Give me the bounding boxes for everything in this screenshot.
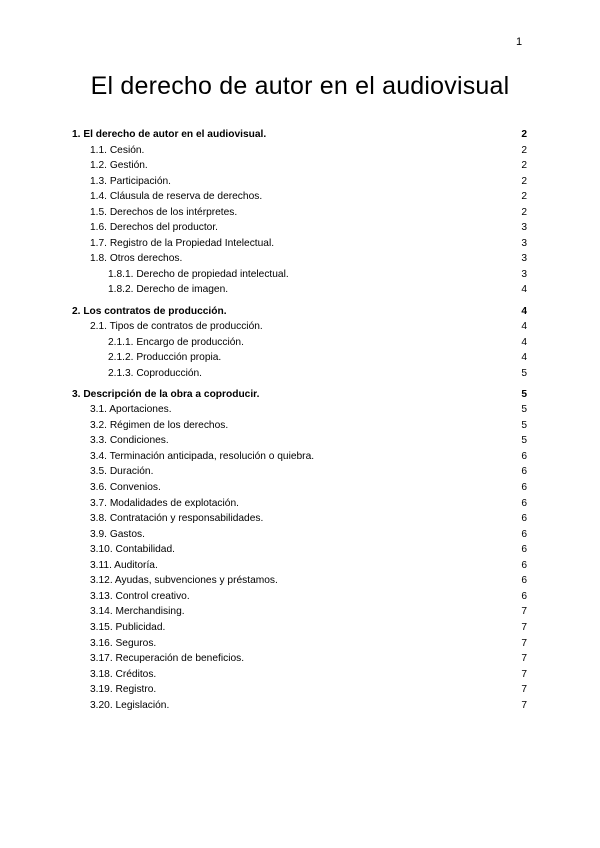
toc-subsection-entry[interactable] — [72, 698, 527, 714]
toc-entry-page-number: 6 — [521, 559, 527, 571]
toc-entry-page-number: 7 — [521, 684, 527, 696]
toc-entry-page-number: 2 — [521, 129, 527, 140]
toc-entry-page-number: 3 — [521, 237, 527, 249]
toc-entry-label: 3.3. Condiciones. — [90, 435, 169, 447]
document-title: El derecho de autor en el audiovisual — [90, 72, 510, 100]
toc-subsection-entry[interactable] — [72, 449, 527, 465]
toc-subsubsection-entry[interactable] — [72, 335, 527, 351]
toc-subsection-entry[interactable] — [72, 511, 527, 527]
toc-subsection-entry[interactable] — [72, 158, 527, 174]
toc-entry-label: 3. Descripción de la obra a coproducir. — [72, 388, 260, 400]
toc-entry-label: 3.5. Duración. — [90, 466, 154, 478]
toc-subsection-entry[interactable] — [72, 205, 527, 221]
toc-subsection-entry[interactable] — [72, 527, 527, 543]
toc-entry-page-number: 4 — [521, 305, 527, 317]
toc-subsection-entry[interactable] — [72, 651, 527, 667]
toc-subsubsection-entry[interactable] — [72, 282, 527, 298]
toc-entry-page-number: 4 — [521, 336, 527, 348]
toc-entry-page-number: 6 — [521, 513, 527, 525]
toc-entry-page-number: 7 — [521, 621, 527, 633]
toc-entry-label: 2.1.1. Encargo de producción. — [108, 336, 244, 348]
toc-entry-page-number: 6 — [521, 528, 527, 540]
toc-entry-page-number: 5 — [521, 404, 527, 416]
toc-entry-page-number: 2 — [521, 191, 527, 203]
toc-entry-label: 3.7. Modalidades de explotación. — [90, 497, 239, 509]
toc-subsection-entry[interactable] — [72, 189, 527, 205]
toc-entry-page-number: 7 — [521, 637, 527, 649]
toc-subsection-entry[interactable] — [72, 174, 527, 190]
toc-entry-label: 3.18. Créditos. — [90, 668, 157, 680]
toc-entry-label: 1. El derecho de autor en el audiovisual. — [72, 129, 267, 140]
toc-entry-page-number: 6 — [521, 482, 527, 494]
toc-subsection-entry[interactable] — [72, 251, 527, 267]
toc-entry-label: 3.17. Recuperación de beneficios. — [90, 653, 245, 665]
toc-entry-page-number: 6 — [521, 450, 527, 462]
toc-entry-page-number: 3 — [521, 222, 527, 234]
toc-subsection-entry[interactable] — [72, 573, 527, 589]
toc-subsection-entry[interactable] — [72, 496, 527, 512]
toc-subsection-entry[interactable] — [72, 542, 527, 558]
toc-entry-page-number: 2 — [521, 144, 527, 156]
toc-subsubsection-entry[interactable] — [72, 267, 527, 283]
toc-entry-label: 1.7. Registro de la Propiedad Intelectual. — [90, 237, 275, 249]
toc-section-entry[interactable] — [72, 387, 527, 403]
toc-subsubsection-entry[interactable] — [72, 350, 527, 366]
toc-entry-page-number: 7 — [521, 699, 527, 711]
toc-entry-label: 1.2. Gestión. — [90, 160, 148, 172]
toc-entry-label: 3.12. Ayudas, subvenciones y préstamos. — [90, 575, 278, 587]
toc-entry-label: 1.8.1. Derecho de propiedad intelectual. — [108, 268, 289, 280]
toc-entry-label: 2.1. Tipos de contratos de producción. — [90, 321, 263, 333]
toc-subsection-entry[interactable] — [72, 402, 527, 418]
toc-section-entry[interactable] — [72, 127, 527, 143]
toc-entry-label: 3.4. Terminación anticipada, resolución o quiebra. — [90, 450, 315, 462]
toc-entry-label: 1.6. Derechos del productor. — [90, 222, 218, 234]
toc-subsection-entry[interactable] — [72, 620, 527, 636]
toc-subsection-entry[interactable] — [72, 418, 527, 434]
toc-entry-label: 2.1.2. Producción propia. — [108, 352, 222, 364]
toc-subsection-entry[interactable] — [72, 236, 527, 252]
toc-subsection-entry[interactable] — [72, 636, 527, 652]
toc-entry-label: 1.5. Derechos de los intérpretes. — [90, 206, 238, 218]
toc-entry-page-number: 2 — [521, 206, 527, 218]
toc-entry-page-number: 5 — [521, 435, 527, 447]
toc-entry-label: 1.1. Cesión. — [90, 144, 145, 156]
toc-entry-label: 3.14. Merchandising. — [90, 606, 185, 618]
toc-entry-label: 3.15. Publicidad. — [90, 621, 166, 633]
toc-entry-page-number: 6 — [521, 497, 527, 509]
toc-entry-label: 2.1.3. Coproducción. — [108, 367, 203, 379]
toc-entry-label: 3.19. Registro. — [90, 684, 157, 696]
page-number: 1 — [516, 36, 523, 48]
toc-entry-page-number: 5 — [521, 419, 527, 431]
toc-entry-page-number: 3 — [521, 253, 527, 265]
toc-entry-page-number: 4 — [521, 352, 527, 364]
toc-subsection-entry[interactable] — [72, 220, 527, 236]
toc-entry-page-number: 6 — [521, 466, 527, 478]
toc-subsection-entry[interactable] — [72, 143, 527, 159]
toc-entry-label: 3.2. Régimen de los derechos. — [90, 419, 229, 431]
toc-entry-page-number: 6 — [521, 575, 527, 587]
toc-entry-label: 3.11. Auditoría. — [90, 559, 158, 571]
toc-entry-page-number: 4 — [521, 321, 527, 333]
toc-entry-label: 3.1. Aportaciones. — [90, 404, 172, 416]
toc-section-entry[interactable] — [72, 304, 527, 320]
toc-subsection-entry[interactable] — [72, 558, 527, 574]
toc-entry-label: 2. Los contratos de producción. — [72, 305, 227, 317]
toc-subsection-entry[interactable] — [72, 682, 527, 698]
toc-subsection-entry[interactable] — [72, 464, 527, 480]
toc-entry-label: 1.8.2. Derecho de imagen. — [108, 284, 229, 296]
toc-entry-label: 3.20. Legislación. — [90, 699, 170, 711]
toc-entry-label: 3.6. Convenios. — [90, 482, 161, 494]
toc-entry-label: 1.3. Participación. — [90, 175, 171, 187]
toc-subsection-entry[interactable] — [72, 667, 527, 683]
toc-entry-page-number: 2 — [521, 175, 527, 187]
toc-entry-page-number: 5 — [521, 388, 527, 400]
toc-entry-label: 3.8. Contratación y responsabilidades. — [90, 513, 264, 525]
toc-entry-label: 3.10. Contabilidad. — [90, 544, 175, 556]
table-of-contents — [72, 127, 527, 713]
toc-entry-label: 3.9. Gastos. — [90, 528, 145, 540]
toc-entry-page-number: 7 — [521, 668, 527, 680]
toc-entry-page-number: 5 — [521, 367, 527, 379]
toc-entry-label: 3.16. Seguros. — [90, 637, 157, 649]
toc-subsection-entry[interactable] — [72, 319, 527, 335]
toc-subsection-entry[interactable] — [72, 604, 527, 620]
toc-entry-page-number: 4 — [521, 284, 527, 296]
toc-subsection-entry[interactable] — [72, 589, 527, 605]
toc-entry-label: 1.4. Cláusula de reserva de derechos. — [90, 191, 263, 203]
toc-subsection-entry[interactable] — [72, 480, 527, 496]
toc-entry-page-number: 6 — [521, 590, 527, 602]
toc-subsection-entry[interactable] — [72, 433, 527, 449]
toc-entry-label: 3.13. Control creativo. — [90, 590, 190, 602]
toc-entry-page-number: 6 — [521, 544, 527, 556]
toc-entry-label: 1.8. Otros derechos. — [90, 253, 183, 265]
toc-entry-page-number: 3 — [521, 268, 527, 280]
toc-entry-page-number: 7 — [521, 606, 527, 618]
toc-entry-page-number: 2 — [521, 160, 527, 172]
toc-subsubsection-entry[interactable] — [72, 366, 527, 382]
toc-entry-page-number: 7 — [521, 653, 527, 665]
